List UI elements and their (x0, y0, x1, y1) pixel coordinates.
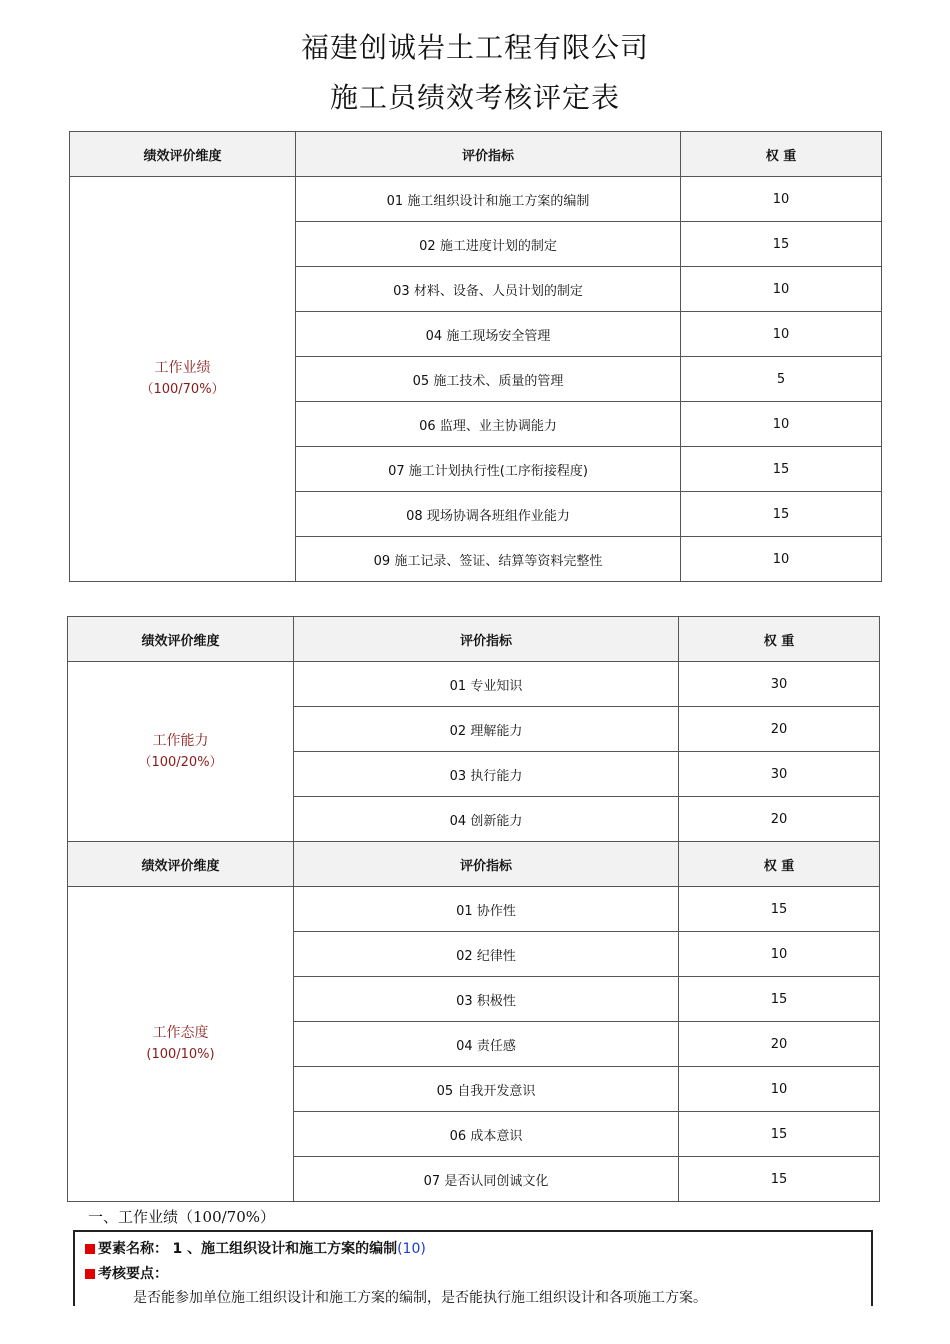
weight-cell: 20 (679, 707, 880, 752)
indicator-cell: 06 监理、业主协调能力 (296, 402, 681, 447)
indicator-cell: 06 成本意识 (294, 1112, 679, 1157)
table-header-row (70, 132, 882, 177)
indicator-cell: 02 理解能力 (294, 707, 679, 752)
key-points-text: 是否能参加单位施工组织设计和施工方案的编制，是否能执行施工组织设计和各项施工方案。 (133, 1290, 707, 1306)
weight-cell: 10 (681, 402, 882, 447)
weight-cell: 10 (681, 267, 882, 312)
weight-cell: 10 (681, 177, 882, 222)
indicator-cell: 02 施工进度计划的制定 (296, 222, 681, 267)
element-name-label: 要素名称： (98, 1241, 168, 1257)
weight-cell: 15 (681, 222, 882, 267)
indicator-cell: 03 积极性 (294, 977, 679, 1022)
indicator-cell: 02 纪律性 (294, 932, 679, 977)
table-row (68, 887, 880, 932)
indicator-cell: 03 执行能力 (294, 752, 679, 797)
weight-cell: 10 (679, 932, 880, 977)
dimension-percent: （100/70%） (140, 382, 225, 397)
dimension-name: 工作业绩 (154, 360, 211, 376)
table-row (68, 662, 880, 707)
indicator-cell: 04 施工现场安全管理 (296, 312, 681, 357)
element-name-line (85, 1238, 426, 1258)
weight-cell: 30 (679, 662, 880, 707)
key-points-line (85, 1263, 168, 1283)
ability-attitude-table (67, 616, 880, 1202)
table-row (70, 177, 882, 222)
assessment-element-box (73, 1230, 873, 1306)
header-dimension: 绩效评价维度 (68, 617, 294, 662)
header-weight: 权 重 (679, 842, 880, 887)
weight-cell: 20 (679, 797, 880, 842)
key-points-label: 考核要点： (98, 1266, 168, 1282)
indicator-cell: 03 材料、设备、人员计划的制定 (296, 267, 681, 312)
dimension-cell-ability (68, 662, 294, 842)
weight-cell: 15 (681, 492, 882, 537)
weight-cell: 30 (679, 752, 880, 797)
table-header-row (68, 617, 880, 662)
weight-cell: 10 (681, 537, 882, 582)
form-title: 施工员绩效考核评定表 (329, 81, 620, 114)
weight-cell: 5 (681, 357, 882, 402)
header-dimension: 绩效评价维度 (70, 132, 296, 177)
dimension-name: 工作能力 (152, 732, 209, 749)
weight-cell: 10 (679, 1067, 880, 1112)
header-weight: 权 重 (679, 617, 880, 662)
performance-table (69, 131, 882, 582)
indicator-cell: 07 施工计划执行性(工序衔接程度) (296, 447, 681, 492)
header-weight: 权 重 (681, 132, 882, 177)
weight-cell: 15 (679, 977, 880, 1022)
indicator-cell: 01 施工组织设计和施工方案的编制 (296, 177, 681, 222)
indicator-cell: 04 创新能力 (294, 797, 679, 842)
weight-cell: 10 (681, 312, 882, 357)
element-name-value: 1 、施工组织设计和施工方案的编制 (172, 1241, 398, 1257)
header-indicator: 评价指标 (294, 617, 679, 662)
dimension-name: 工作态度 (152, 1025, 209, 1041)
indicator-cell: 05 自我开发意识 (294, 1067, 679, 1112)
indicator-cell: 08 现场协调各班组作业能力 (296, 492, 681, 537)
indicator-cell: 07 是否认同创诚文化 (294, 1157, 679, 1202)
table-header-row (68, 842, 880, 887)
red-square-icon (85, 1244, 95, 1254)
dimension-percent: (100/10%) (146, 1047, 215, 1062)
header-indicator: 评价指标 (296, 132, 681, 177)
header-indicator: 评价指标 (294, 842, 679, 887)
indicator-cell: 05 施工技术、质量的管理 (296, 357, 681, 402)
company-name: 福建创诚岩土工程有限公司 (300, 31, 649, 64)
weight-cell: 15 (681, 447, 882, 492)
red-square-icon (85, 1269, 95, 1279)
dimension-cell-performance (70, 177, 296, 582)
weight-cell: 15 (679, 887, 880, 932)
indicator-cell: 09 施工记录、签证、结算等资料完整性 (296, 537, 681, 582)
indicator-cell: 01 专业知识 (294, 662, 679, 707)
weight-cell: 15 (679, 1112, 880, 1157)
dimension-percent: （100/20%） (138, 754, 223, 770)
dimension-cell-attitude (68, 887, 294, 1202)
element-weight: (10) (397, 1241, 426, 1257)
weight-cell: 15 (679, 1157, 880, 1202)
indicator-cell: 04 责任感 (294, 1022, 679, 1067)
indicator-cell: 01 协作性 (294, 887, 679, 932)
weight-cell: 20 (679, 1022, 880, 1067)
section-title: 一、工作业绩（100/70%） (88, 1208, 276, 1226)
header-dimension: 绩效评价维度 (68, 842, 294, 887)
